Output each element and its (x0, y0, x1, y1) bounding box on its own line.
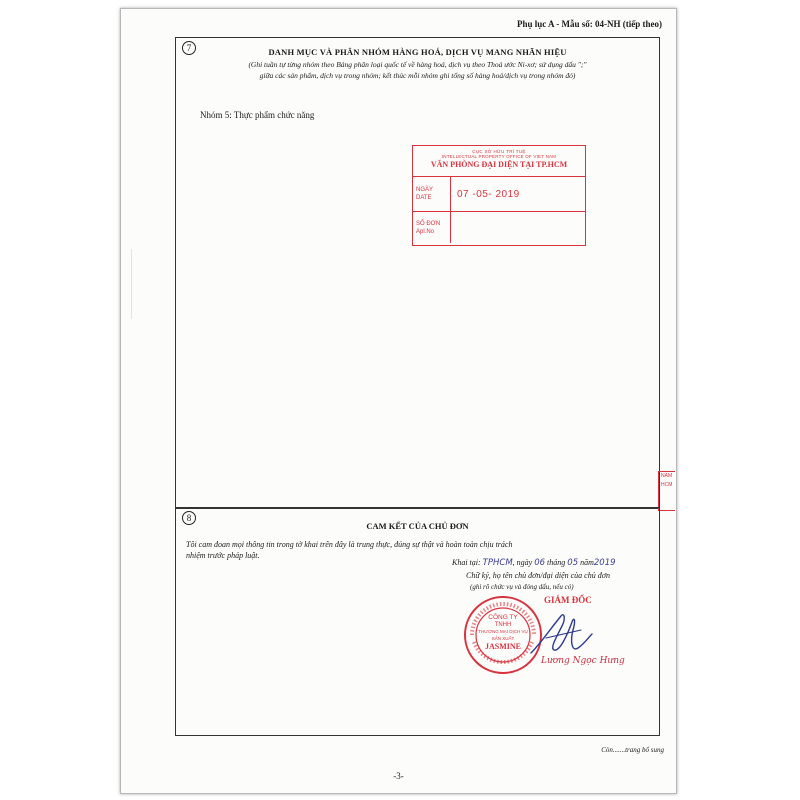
form-reference: Phụ lục A - Mẫu số: 04-NH (tiếp theo) (517, 19, 662, 29)
year-label: năm (580, 558, 594, 567)
section-8-title: CAM KẾT CỦA CHỦ ĐƠN (366, 521, 469, 531)
edge-stamp-line2: HCM (661, 482, 673, 488)
stamp-date-label (413, 177, 451, 211)
month-value: 05 (567, 558, 579, 568)
stamp-date-row (413, 177, 585, 212)
day-value: 06 (534, 558, 546, 568)
edge-stamp-fragment (658, 471, 675, 511)
stamp-date-value: 07 -05- 2019 (457, 188, 520, 200)
commitment-line1: Tôi cam đoan mọi thông tin trong tờ khai trên đây là trung thực, đúng sự thật và hoàn toàn chịu trách (186, 540, 513, 549)
stamp-date-label-vn: NGÀY (416, 187, 434, 193)
place-label: Khai tại: (452, 558, 481, 567)
stamp-number-row (413, 212, 585, 243)
section-7-note (186, 59, 649, 81)
seal-line4: SẢN XUẤT (491, 636, 515, 641)
section-7-note-line2: giữa các sản phẩm, dịch vụ trong nhóm; kết thúc mỗi nhóm ghi tổng số hàng hoá/dịch vụ trong nhóm đó) (259, 71, 576, 80)
stamp-number-label-en: Apl.No (416, 228, 435, 235)
paper-crease (131, 249, 132, 319)
signer-name: Lương Ngọc Hưng (541, 656, 625, 666)
seal-line3: THƯƠNG MẠI DỊCH VỤ (478, 629, 528, 634)
stamp-number-label-vn: SỐ ĐƠN (416, 220, 441, 227)
month-label: tháng (547, 558, 566, 567)
receipt-stamp (412, 145, 586, 246)
day-label: ngày (516, 558, 533, 567)
goods-group-entry: Nhóm 5: Thực phẩm chức năng (200, 110, 315, 120)
seal-line5: JASMINE (484, 642, 522, 651)
page-number: -3- (393, 771, 404, 781)
stamp-date-label-en: DATE (416, 195, 432, 201)
section-7-number: 7 (182, 41, 196, 55)
section-7-title: DANH MỤC VÀ PHÂN NHÓM HÀNG HOÁ, DỊCH VỤ MANG NHÃN HIỆU (268, 47, 567, 57)
place-value: TPHCM (482, 558, 513, 568)
handwritten-signature-icon (526, 608, 596, 663)
continuation-note: Còn.......trang bổ sung (601, 746, 664, 754)
director-title: GIÁM ĐỐC (544, 595, 592, 605)
commitment-line2: nhiệm trước pháp luật. (186, 551, 260, 560)
section-8-number: 8 (182, 511, 196, 525)
section-7-note-line1: (Ghi tuần tự từng nhóm theo Bảng phân loại quốc tế về hàng hoá, dịch vụ theo Thoả ước Ni-xơ; sử dụng dấu ";" (248, 60, 587, 69)
stamp-number-value (451, 212, 585, 243)
year-value: 2019 (593, 558, 616, 568)
document-page (120, 8, 677, 794)
signature-label: Chữ ký, họ tên chủ đơn/đại diện của chủ đơn (466, 571, 610, 580)
seal-line1: CÔNG TY (488, 614, 518, 621)
section-8-commitment (175, 507, 660, 736)
edge-stamp-line1: NAM (661, 473, 673, 479)
stamp-office-en: INTELLECTUAL PROPERTY OFFICE OF VIET NAM (441, 154, 557, 159)
stamp-number-label (413, 212, 451, 243)
stamp-header (413, 146, 585, 177)
section-7-goods-list (175, 37, 660, 509)
stamp-branch: VĂN PHÒNG ĐẠI DIỆN TẠI TP.HCM (430, 160, 568, 169)
stamp-office-vn: CỤC SỞ HỮU TRÍ TUỆ (472, 149, 526, 154)
signature-note: (ghi rõ chức vụ và đóng dấu, nếu có) (470, 583, 574, 591)
seal-line2: TNHH (494, 622, 512, 628)
place-date-line: Khai tại: TPHCM, ngày 06 tháng 05 năm2019 (452, 558, 616, 568)
